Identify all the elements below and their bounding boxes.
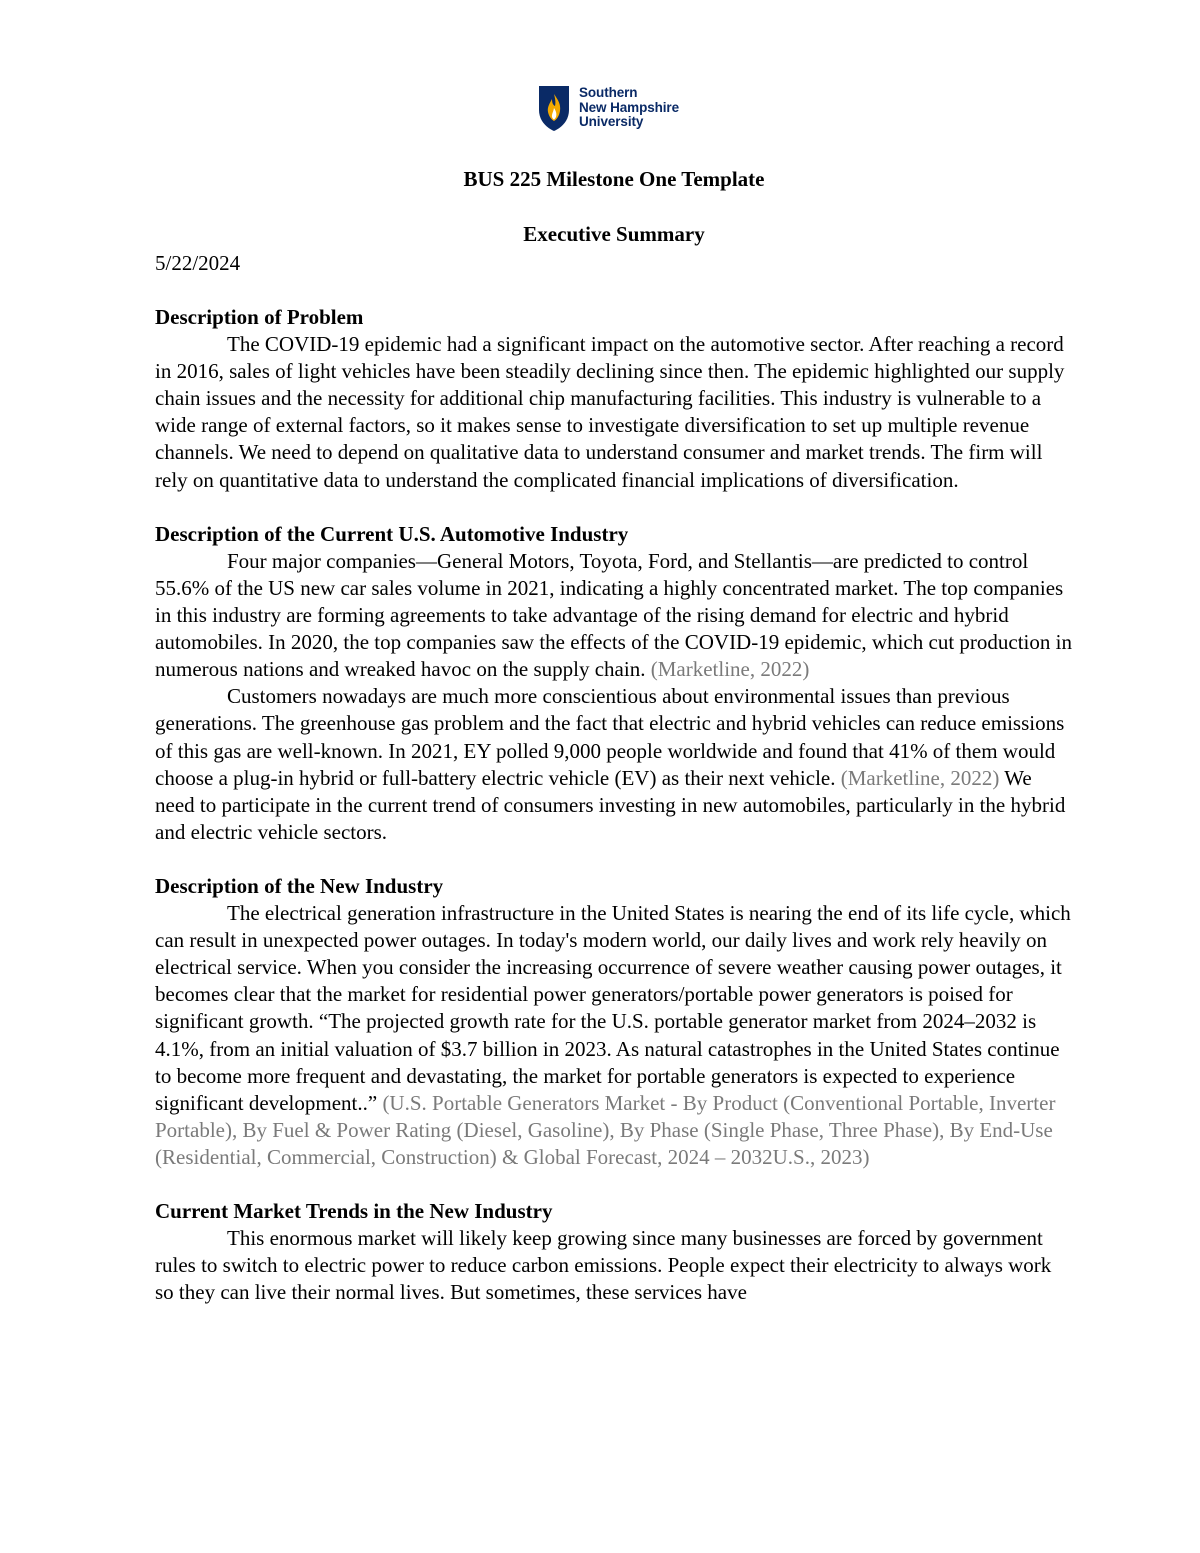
paragraph-new-industry [155, 900, 1073, 1171]
paragraph-text: Four major companies—General Motors, Toyota, Ford, and Stellantis—are predicted to control 55.6% of the US new car sales volume in 2021, indicating a highly concentrated market. The top companies in this industry are forming agreements to take advantage of the rising demand for electric and hybrid automobiles. In 2020, the top companies saw the effects of the COVID-19 epidemic, which cut production in numerous nations and wreaked havoc on the supply chain. [155, 548, 1072, 682]
paragraph-text: Customers nowadays are much more conscientious about environmental issues than previous generations. The greenhouse gas problem and the fact that electric and hybrid vehicles can reduce emissions of this gas are well-known. In 2021, EY polled 9,000 people worldwide and found that 41% of them would choose a plug-in hybrid or full-battery electric vehicle (EV) as their next vehicle. [155, 684, 1065, 790]
spacer [155, 1171, 1073, 1198]
logo-line-2: New Hampshire [579, 99, 679, 115]
paragraph-text: The electrical generation infrastructure in the United States is nearing the end of its life cycle, which can result in unexpected power outages. In today's modern world, our daily lives and work rely heavily on electrical service. When you consider the increasing occurrence of severe weather causing power outages, it becomes clear that the market for residential power generators/portable power generators is poised for significant growth. “The projected growth rate for the U.S. portable generator market from 2024–2032 is 4.1%, from an initial valuation of $3.7 billion in 2023. As natural catastrophes in the United States continue to become more frequent and devastating, the market for portable generators is expected to experience significant development..” [155, 901, 1071, 1115]
spacer [155, 846, 1073, 873]
section-heading-current-industry: Description of the Current U.S. Automotive Industry [155, 521, 629, 546]
section-heading-problem: Description of Problem [155, 305, 364, 329]
paragraph-current-industry-2 [155, 683, 1073, 846]
document-body [155, 304, 1073, 1306]
paragraph-current-industry-1 [155, 548, 1073, 683]
section-heading-new-industry: Description of the New Industry [155, 873, 444, 898]
document-date: 5/22/2024 [155, 251, 241, 275]
document-title: BUS 225 Milestone One Template [463, 167, 765, 191]
document-subtitle: Executive Summary [523, 222, 705, 246]
section-heading-market-trends: Current Market Trends in the New Industry [155, 1199, 553, 1224]
citation: (U.S. Portable Generators Market - By Product (Conventional Portable, Inverter Portable), By Fuel & Power Rating (Diesel, Gasoline), By Phase (Single Phase, Three Phase), By End-Use (Residential, Commercial, Construction) & Global Forecast, 2024 – 2032U.S., 2023) [155, 1090, 1056, 1169]
logo-line-3: University [579, 114, 644, 130]
paragraph-market-trends: This enormous market will likely keep growing since many businesses are forced by government rules to switch to electric power to reduce carbon emissions. People expect their electricity to always work so they can live their normal lives. But sometimes, these services have [155, 1226, 1052, 1305]
snhu-shield-icon [537, 84, 571, 132]
logo-line-1: Southern [579, 85, 638, 101]
logo-wordmark [579, 86, 679, 130]
paragraph-text-tail: We need to participate in the current trend of consumers investing in new automobiles, particularly in the hybrid and electric vehicle sectors. [155, 765, 1066, 844]
spacer [155, 494, 1073, 521]
snhu-logo [537, 84, 679, 132]
citation: (Marketline, 2022) [650, 657, 810, 682]
paragraph-problem: The COVID-19 epidemic had a significant impact on the automotive sector. After reaching a record in 2016, sales of light vehicles have been steadily declining since then. The epidemic highlighted our supply chain issues and the necessity for additional chip manufacturing facilities. This industry is vulnerable to a wide range of external factors, so it makes sense to investigate diversification to set up multiple revenue channels. We need to depend on qualitative data to understand consumer and market trends. The firm will rely on quantitative data to understand the complicated financial implications of diversification. [155, 332, 1065, 492]
citation: (Marketline, 2022) [840, 765, 1000, 790]
